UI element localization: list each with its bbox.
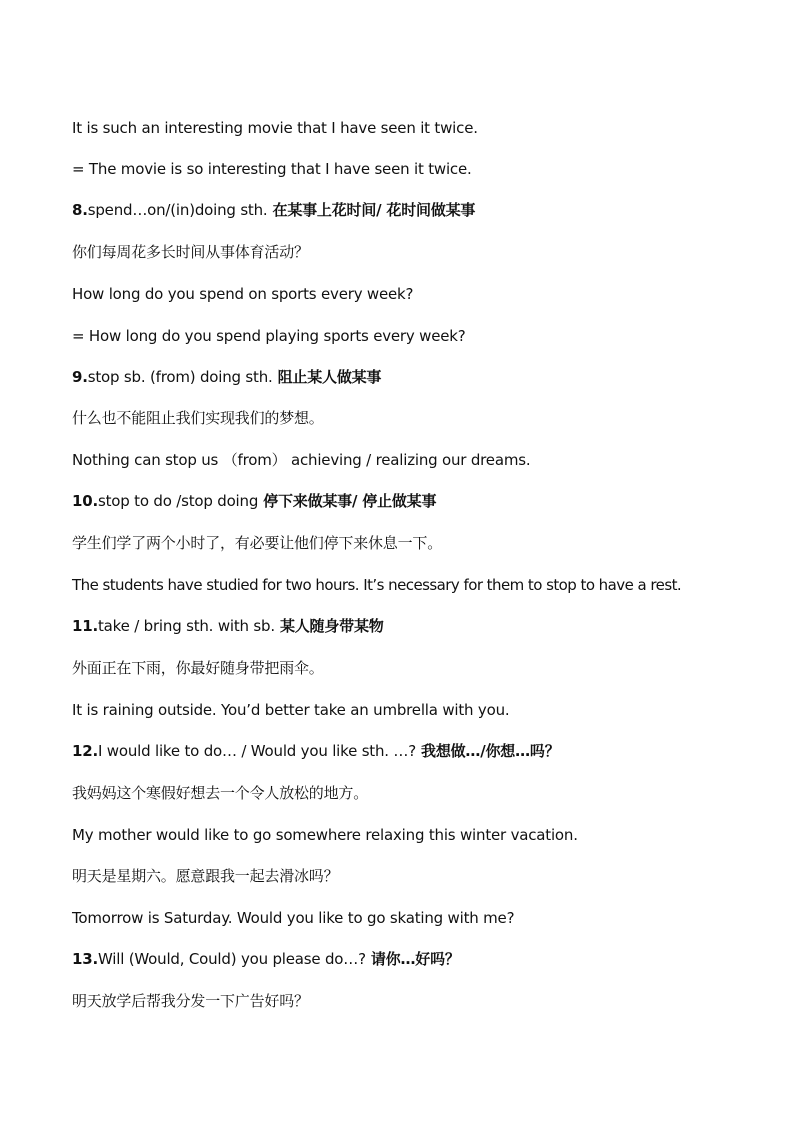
- heading-meaning: 阻止某人做某事: [272, 368, 382, 386]
- heading-number: 12.: [72, 742, 98, 760]
- heading-number: 11.: [72, 617, 98, 635]
- example-sentence: Tomorrow is Saturday. Would you like to go skating with me?: [72, 909, 515, 927]
- chinese-sentence: 你们每周花多长时间从事体育活动？: [72, 243, 309, 261]
- heading-phrase: stop sb. (from) doing sth.: [87, 368, 273, 386]
- heading-meaning: 我想做…/你想…吗？: [416, 742, 560, 760]
- chinese-sentence: 学生们学了两个小时了，有必要让他们停下来休息一下。: [72, 534, 443, 552]
- heading-number: 13.: [72, 950, 98, 968]
- chinese-sentence: 明天是星期六。愿意跟我一起去滑冰吗？: [72, 867, 339, 885]
- phrase-heading: [72, 949, 460, 969]
- example-sentence: The students have studied for two hours. It’s necessary for them to stop to have a rest.: [72, 576, 682, 594]
- heading-phrase: spend…on/(in)doing sth.: [87, 201, 268, 219]
- chinese-sentence: 明天放学后帮我分发一下广告好吗？: [72, 992, 309, 1010]
- example-sentence: = The movie is so interesting that I have seen it twice.: [72, 160, 472, 178]
- chinese-sentence: 什么也不能阻止我们实现我们的梦想。: [72, 409, 324, 427]
- chinese-sentence: 外面正在下雨，你最好随身带把雨伞。: [72, 659, 324, 677]
- heading-meaning: 某人随身带某物: [274, 617, 384, 635]
- chinese-sentence: 我妈妈这个寒假好想去一个令人放松的地方。: [72, 784, 369, 802]
- heading-meaning: 请你…好吗？: [365, 950, 460, 968]
- heading-number: 10.: [72, 492, 98, 510]
- heading-meaning: 停下来做某事/ 停止做某事: [258, 492, 437, 510]
- phrase-heading: [72, 491, 436, 511]
- heading-number: 9.: [72, 368, 88, 386]
- heading-phrase: I would like to do… / Would you like sth. …?: [97, 742, 416, 760]
- heading-phrase: take / bring sth. with sb.: [97, 617, 275, 635]
- example-sentence: My mother would like to go somewhere relaxing this winter vacation.: [72, 826, 578, 844]
- heading-number: 8.: [72, 201, 88, 219]
- example-sentence: = How long do you spend playing sports every week?: [72, 327, 466, 345]
- heading-phrase: stop to do /stop doing: [97, 492, 259, 510]
- phrase-heading: [72, 741, 560, 761]
- example-sentence: Nothing can stop us （from） achieving / realizing our dreams.: [72, 451, 531, 469]
- phrase-heading: [72, 200, 475, 220]
- example-sentence: It is such an interesting movie that I have seen it twice.: [72, 119, 478, 137]
- phrase-heading: [72, 616, 384, 636]
- example-sentence: It is raining outside. You’d better take an umbrella with you.: [72, 701, 510, 719]
- phrase-heading: [72, 367, 381, 387]
- heading-phrase: Will (Would, Could) you please do…?: [97, 950, 366, 968]
- example-sentence: How long do you spend on sports every week?: [72, 285, 414, 303]
- heading-meaning: 在某事上花时间/ 花时间做某事: [267, 201, 476, 219]
